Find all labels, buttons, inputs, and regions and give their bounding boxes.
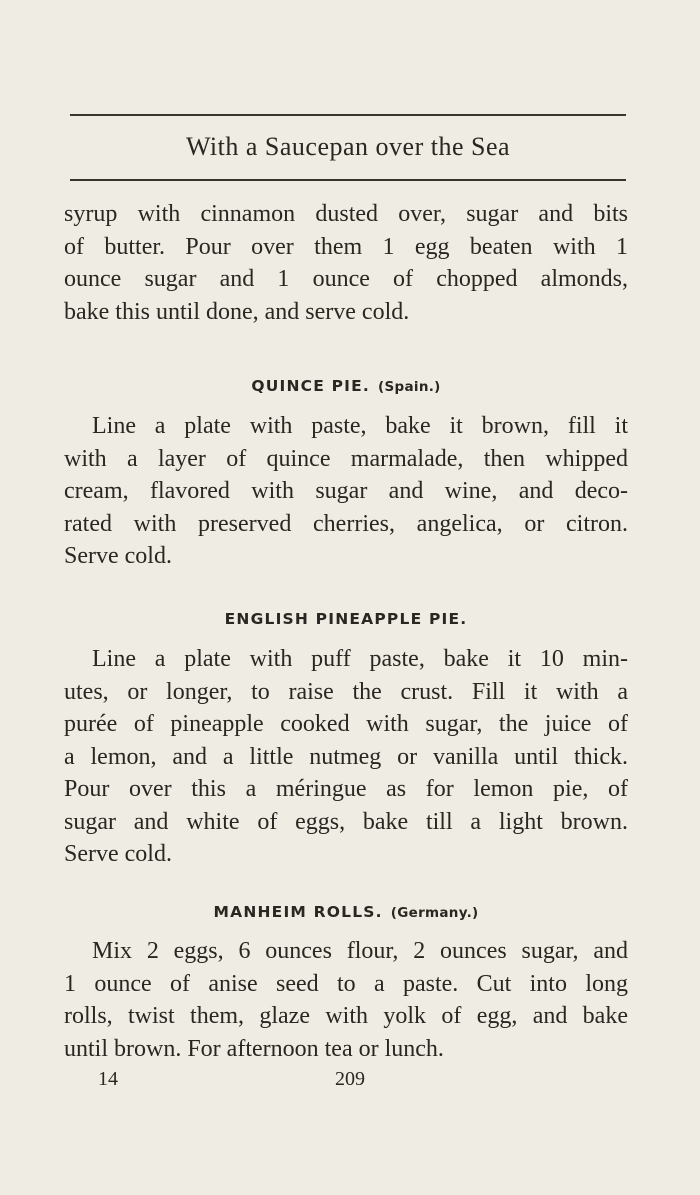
text-line: ounce sugar and 1 ounce of chopped almonds, [64,266,628,292]
header-rule-top [70,114,626,116]
recipe-title: QUINCE PIE. [251,377,371,395]
text-line: cream, flavored with sugar and wine, and deco- [64,478,628,504]
recipe-title: ENGLISH PINEAPPLE PIE. [224,610,468,628]
text-line: purée of pineapple cooked with sugar, the juice of [64,711,628,737]
text-line: rated with preserved cherries, angelica, or citron. [64,510,628,537]
text-line: Mix 2 eggs, 6 ounces flour, 2 ounces sugar, and [92,938,628,964]
recipe-body-manheim-rolls [64,935,628,1065]
page-number: 209 [335,1068,365,1090]
header-rule-bottom [70,179,626,181]
text-line: Line a plate with puff paste, bake it 10 min- [92,646,628,672]
text-line: syrup with cinnamon dusted over, sugar and bits [64,201,628,227]
text-line: until brown. For afternoon tea or lunch. [64,1035,444,1062]
intro-paragraph [64,198,628,328]
text-line: Serve cold. [64,841,172,867]
text-line: sugar and white of eggs, bake till a light brown. [64,808,628,835]
running-head: With a Saucepan over the Sea [185,132,511,161]
text-line: bake this until done, and serve cold. [64,298,410,325]
recipe-heading-manheim-rolls [64,903,628,921]
text-line: Serve cold. [64,543,172,569]
recipe-heading-quince-pie [64,377,628,395]
recipe-heading-english-pineapple-pie [64,610,628,628]
text-line: Line a plate with paste, bake it brown, fill it [92,413,628,439]
recipe-title: MANHEIM ROLLS. [213,903,383,921]
text-line: of butter. Pour over them 1 egg beaten with 1 [64,233,628,260]
recipe-body-quince-pie [64,410,628,573]
text-line: 1 ounce of anise seed to a paste. Cut into long [64,970,628,997]
text-line: a lemon, and a little nutmeg or vanilla until thick. [64,743,628,770]
recipe-region: (Spain.) [378,379,441,395]
text-line: utes, or longer, to raise the crust. Fill it with a [64,678,628,705]
text-line: Pour over this a méringue as for lemon pie, of [64,776,628,802]
recipe-body-english-pineapple-pie [64,643,628,871]
recipe-region: (Germany.) [390,905,479,921]
signature-mark: 14 [98,1068,118,1090]
text-line: rolls, twist them, glaze with yolk of egg, and bake [64,1003,628,1029]
text-line: with a layer of quince marmalade, then whipped [64,445,628,472]
